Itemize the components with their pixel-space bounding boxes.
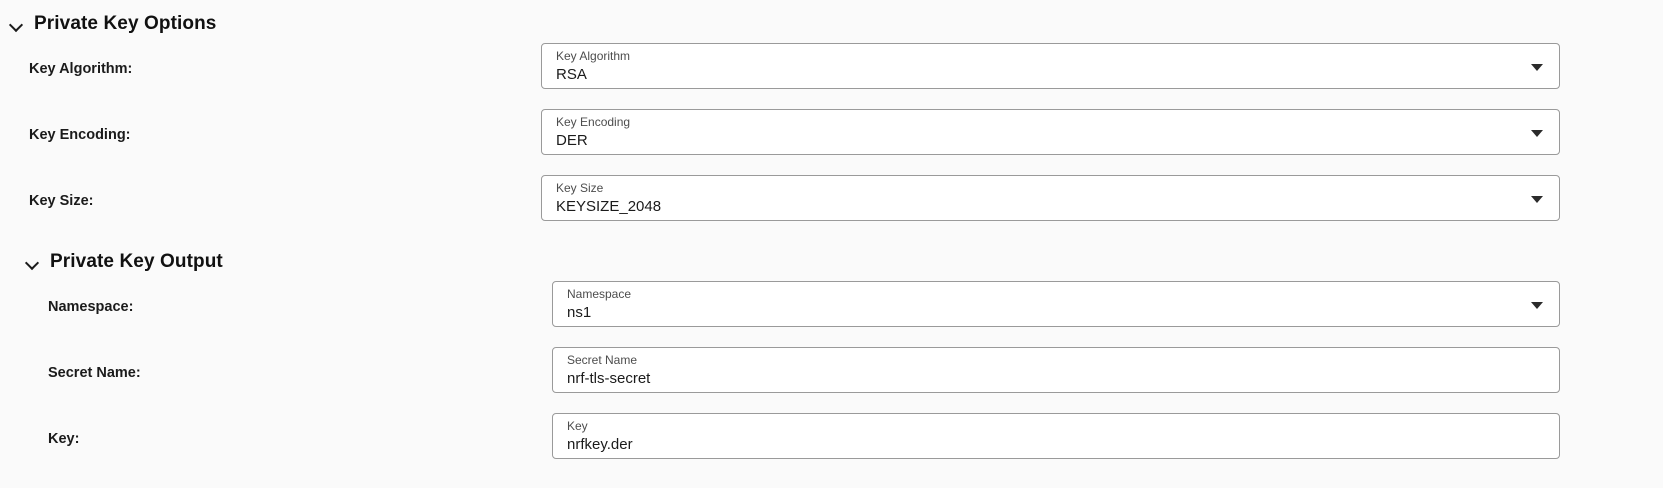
key-algorithm-value: RSA (556, 66, 587, 83)
form-page (0, 5, 1663, 488)
form-row-secret-name (0, 347, 1663, 403)
secret-name-value: nrf-tls-secret (567, 370, 651, 387)
section-private-key-options (0, 5, 1663, 231)
key-algorithm-field-label: Key Algorithm (556, 49, 631, 63)
form-row-namespace (0, 281, 1663, 337)
section-private-key-output (0, 243, 1663, 469)
section-title: Private Key Output (50, 251, 223, 272)
form-row-key-algorithm (0, 43, 1663, 99)
key-encoding-field-label: Key Encoding (556, 115, 631, 129)
dropdown-arrow-icon[interactable] (1531, 64, 1543, 71)
dropdown-arrow-icon[interactable] (1531, 130, 1543, 137)
key-input[interactable] (552, 413, 1560, 459)
row-label-key-algorithm: Key Algorithm: (29, 61, 133, 77)
section-header-private-key-options[interactable] (0, 5, 1663, 43)
key-value: nrfkey.der (567, 436, 633, 453)
form-row-key-encoding (0, 109, 1663, 165)
form-row-key-size (0, 175, 1663, 231)
chevron-down-icon[interactable] (8, 16, 24, 32)
key-algorithm-select[interactable] (541, 43, 1560, 89)
form-row-key (0, 413, 1663, 469)
key-size-value: KEYSIZE_2048 (556, 198, 662, 215)
namespace-select[interactable] (552, 281, 1560, 327)
row-label-key: Key: (48, 431, 80, 447)
row-label-key-encoding: Key Encoding: (29, 127, 131, 143)
key-field-label: Key (567, 419, 588, 433)
section-header-private-key-output[interactable] (0, 243, 1663, 281)
row-label-key-size: Key Size: (29, 193, 94, 209)
row-label-namespace: Namespace: (48, 299, 134, 315)
namespace-value: ns1 (567, 304, 592, 321)
section-title: Private Key Options (34, 13, 217, 34)
row-label-secret-name: Secret Name: (48, 365, 141, 381)
secret-name-input[interactable] (552, 347, 1560, 393)
dropdown-arrow-icon[interactable] (1531, 302, 1543, 309)
key-size-select[interactable] (541, 175, 1560, 221)
key-encoding-value: DER (556, 132, 588, 149)
secret-name-field-label: Secret Name (567, 353, 638, 367)
dropdown-arrow-icon[interactable] (1531, 196, 1543, 203)
chevron-down-icon[interactable] (24, 254, 40, 270)
key-encoding-select[interactable] (541, 109, 1560, 155)
namespace-field-label: Namespace (567, 287, 632, 301)
key-size-field-label: Key Size (556, 181, 604, 195)
